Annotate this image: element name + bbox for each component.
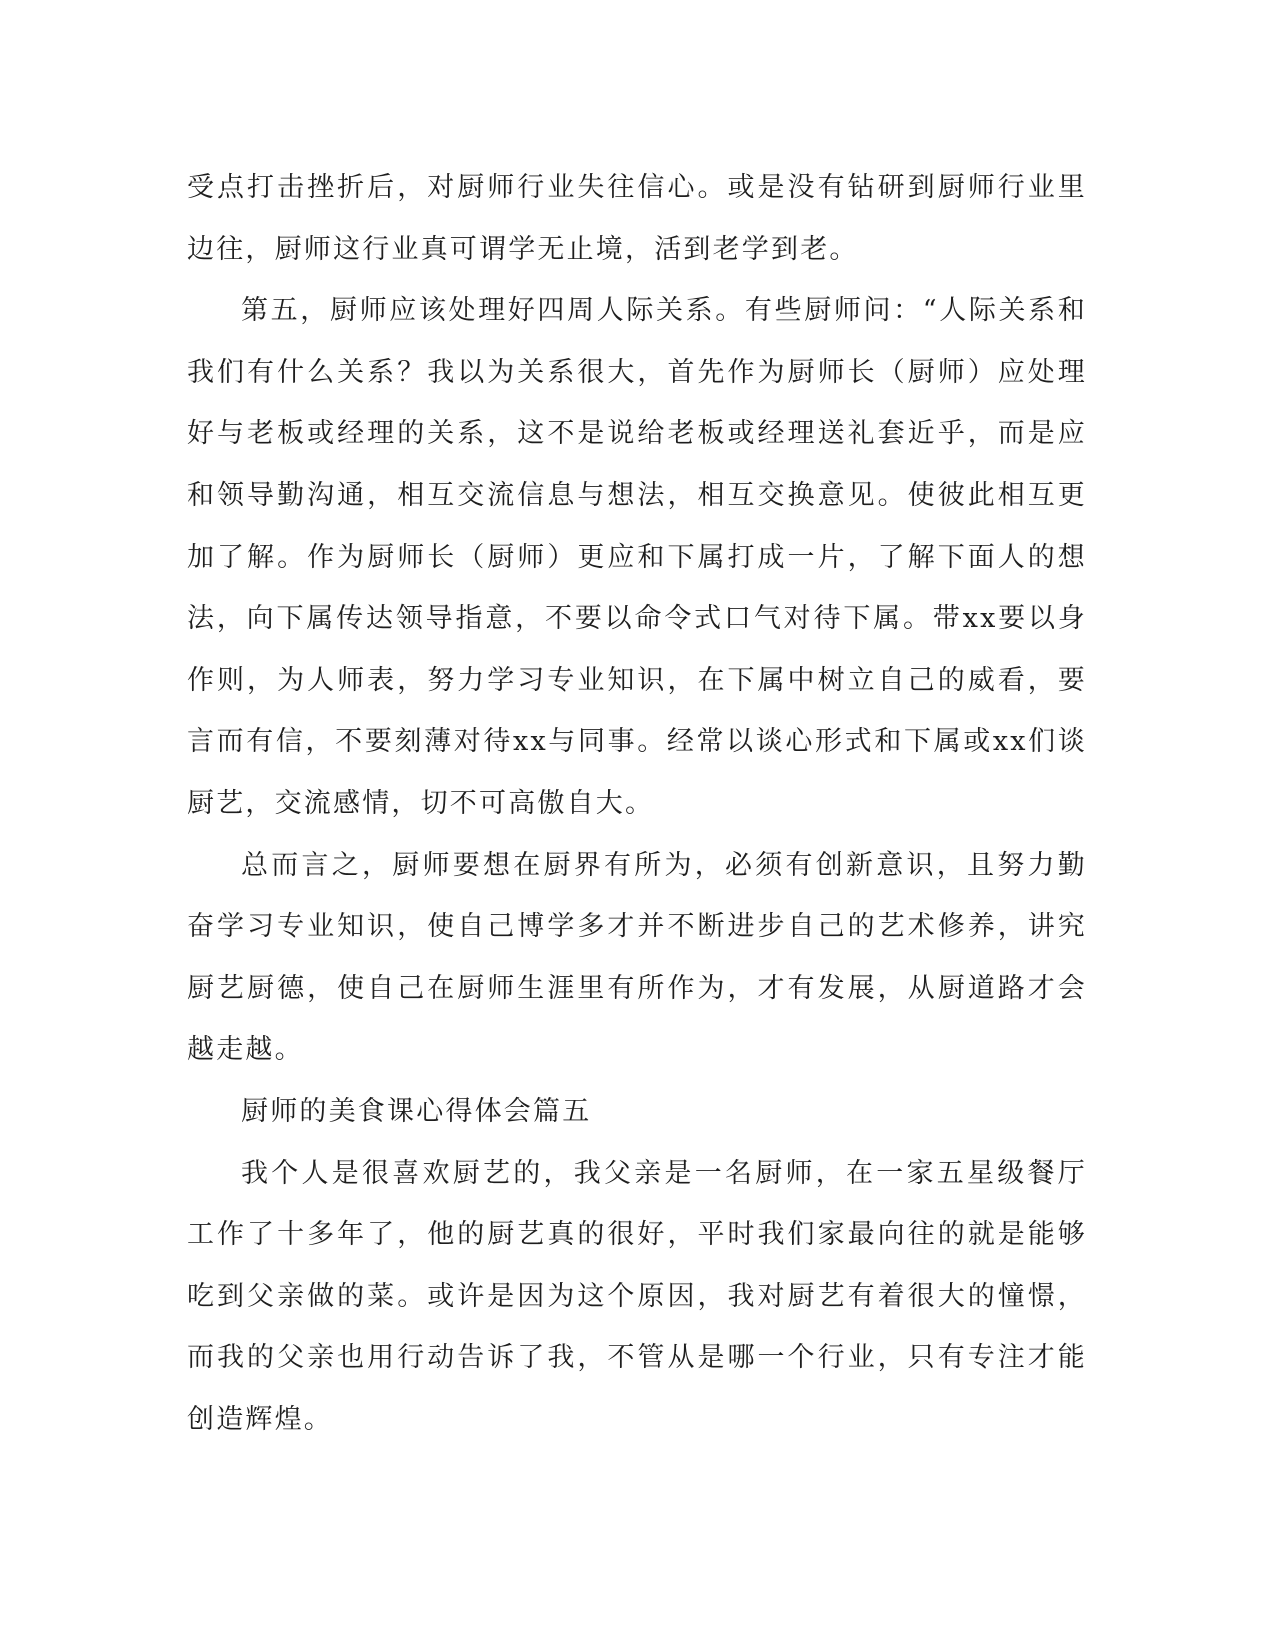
- document-body: [187, 157, 1087, 1450]
- paragraph-personal-story: 我个人是很喜欢厨艺的，我父亲是一名厨师，在一家五星级餐厅工作了十多年了，他的厨艺真的很好，平时我们家最向往的就是能够吃到父亲做的菜。或许是因为这个原因，我对厨艺有着很大的憧憬，而我的父亲也用行动告诉了我，不管从是哪一个行业，只有专注才能创造辉煌。: [187, 1157, 1087, 1435]
- paragraph-interpersonal-relations: 第五，厨师应该处理好四周人际关系。有些厨师问：“人际关系和我们有什么关系？我以为关系很大，首先作为厨师长（厨师）应处理好与老板或经理的关系，这不是说给老板或经理送礼套近乎，而是应和领导勤沟通，相互交流信息与想法，相互交换意见。使彼此相互更加了解。作为厨师长（厨师）更应和下属打成一片，了解下面人的想法，向下属传达领导指意，不要以命令式口气对待下属。带xx要以身作则，为人师表，努力学习专业知识，在下属中树立自己的威看，要言而有信，不要刻薄对待xx与同事。经常以谈心形式和下属或xx们谈厨艺，交流感情，切不可高傲自大。: [187, 295, 1087, 819]
- paragraph-conclusion: 总而言之，厨师要想在厨界有所为，必须有创新意识，且努力勤奋学习专业知识，使自己博学多才并不断进步自己的艺术修养，讲究厨艺厨德，使自己在厨师生涯里有所作为，才有发展，从厨道路才会越走越。: [187, 849, 1087, 1066]
- section-heading: 厨师的美食课心得体会篇五: [241, 1095, 592, 1127]
- paragraph-continuation: 受点打击挫折后，对厨师行业失往信心。或是没有钻研到厨师行业里边往，厨师这行业真可谓学无止境，活到老学到老。: [187, 172, 1087, 265]
